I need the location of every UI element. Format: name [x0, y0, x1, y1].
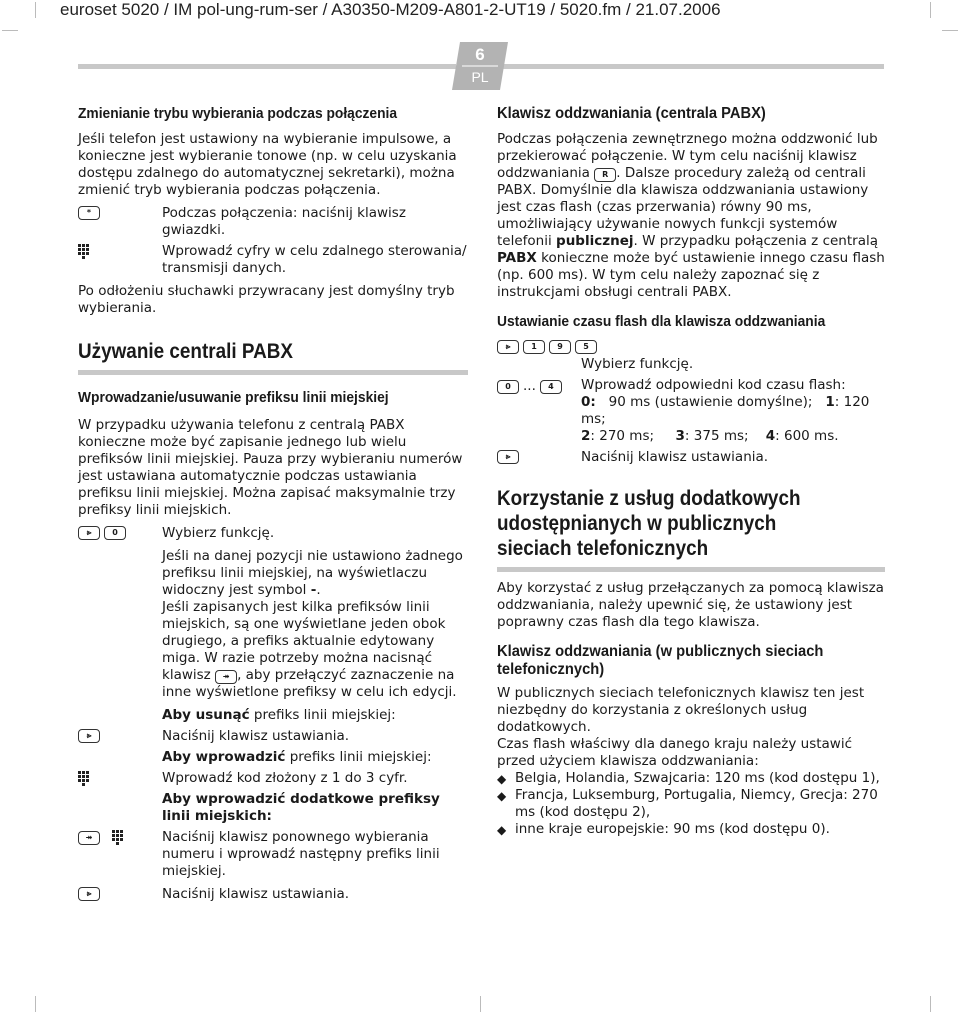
heading-recall-pabx: Klawisz oddzwaniania (centrala PABX): [497, 105, 766, 122]
keypad-icon: [78, 244, 90, 260]
flash-key-sequence: [497, 339, 885, 356]
set-key-icon: ⪢: [497, 450, 519, 464]
list-item: ◆ Francja, Luksemburg, Portugalia, Niemcy, Grecja: 270 ms (kod dostępu 2),: [497, 787, 878, 820]
bullet-diamond-icon: ◆: [497, 789, 507, 803]
star-key-icon: *: [78, 206, 100, 220]
step-press-set-final: ⪢ Naciśnij klawisz ustawiania.: [78, 886, 468, 903]
step-redial-next: ↠ Naciśnij klawisz ponownego wybierania numeru i wprowadź następny prefiks linii miejskiej.: [78, 829, 468, 880]
one-key-icon: 1: [523, 340, 545, 354]
bullet-diamond-icon: ◆: [497, 772, 507, 786]
no-prefix-symbol: -: [310, 582, 317, 598]
heading-prefix: Wprowadzanie/usuwanie prefiksu linii miejskiej: [78, 389, 389, 406]
set-key-icon: ⪢: [78, 526, 100, 540]
paragraph-recall-public: W publicznych sieciach telefonicznych klawisz ten jest niezbędny do korzystania z określonych usług dodatkowych.: [497, 685, 865, 735]
set-key-icon: ⪢: [78, 887, 100, 901]
zero-key-icon: 0: [104, 526, 126, 540]
crop-mark: [930, 996, 931, 1012]
crop-mark: [35, 996, 36, 1012]
heading-rule: [497, 567, 885, 572]
redial-key-icon: ↠: [215, 670, 237, 684]
page-tab: [452, 42, 508, 90]
crop-mark: [35, 2, 36, 18]
heading-public-services: Korzystanie z usług dodatkowych udostępnianych w publicznych sieciach telefonicznych: [497, 487, 801, 560]
r-key-icon: R: [594, 168, 616, 182]
step-select-function-flash: Wybierz funkcję.: [581, 356, 694, 372]
paragraph-recall-pabx: Podczas połączenia zewnętrznego można oddzwonić lub przekierować połączenie. W tym celu naciśnij klawisz oddzwaniania R . Dalsze procedury zależą od centrali PABX. Domyślnie dla klawisza oddzwaniania ustawiony jest czas flash (czas przerwania) równy 90 ms, umożliwiający używanie nowych funkcji systemów telefonii publicznej. W przypadku połączenia z centralą PABX konieczne może być ustawienie innego czasu flash (np. 600 ms). W tym celu należy zapoznać się z instrukcjami obsługi centrali PABX.: [497, 131, 885, 300]
label-add: Aby wprowadzić prefiks linii miejskiej:: [162, 749, 432, 765]
nine-key-icon: 9: [549, 340, 571, 354]
info-no-prefix: Jeśli na danej pozycji nie ustawiono żadnego prefiksu linii miejskiej, na wyświetlaczu widoczny jest symbol -.: [162, 548, 463, 598]
paragraph-dial-mode: Jeśli telefon jest ustawiony na wybieranie impulsowe, a konieczne jest wybieranie tonowe (np. w celu uzyskania dostępu zdalnego do automatycznej sekretarki), można zmienić tryb wybierania podczas połączenia.: [78, 131, 457, 198]
redial-key-icon: ↠: [78, 831, 100, 845]
left-column: [78, 100, 468, 903]
step-star: * Podczas połączenia: naciśnij klawisz gwiazdki.: [78, 205, 468, 239]
list-item: ◆ Belgia, Holandia, Szwajcaria: 120 ms (kod dostępu 1),: [497, 770, 880, 786]
step-digits: Wprowadź cyfry w celu zdalnego sterowania/ transmisji danych.: [78, 243, 468, 277]
paragraph-after-hangup: Po odłożeniu słuchawki przywracany jest domyślny tryb wybierania.: [78, 283, 455, 316]
list-item: ◆ inne kraje europejskie: 90 ms (kod dostępu 0).: [497, 821, 830, 837]
page-header-bar: [500, 64, 884, 69]
paragraph-prefix: W przypadku używania telefonu z centralą PABX konieczne może być zapisanie jednego lub wielu prefiksów linii miejskiej. Pauza przy wybieraniu numerów jest ustawiana automatycznie podczas ustawiania prefiksu linii miejskiej. Można zapisać maksymalnie trzy prefiksy linii miejskich.: [78, 417, 463, 518]
paragraph-country-flash: Czas flash właściwy dla danego kraju należy ustawić przed użyciem klawisza oddzwaniania:: [497, 736, 853, 769]
page-header-bar: [78, 64, 456, 69]
heading-recall-public: Klawisz oddzwaniania (w publicznych sieciach telefonicznych): [497, 643, 824, 678]
step-press-set-flash: ⪢ Naciśnij klawisz ustawiania.: [497, 449, 885, 466]
label-more-prefixes: Aby wprowadzić dodatkowe prefiksy linii miejskich:: [162, 791, 440, 824]
step-enter-flash-code: 0 ... 4 Wprowadź odpowiedni kod czasu flash: 0: 90 ms (ustawienie domyślne); 1: 120 ms; 2: 270 ms; 3: 375 ms; 4: 600 ms.: [497, 377, 885, 445]
five-key-icon: 5: [575, 340, 597, 354]
keypad-icon: [78, 771, 90, 787]
right-column: [497, 100, 885, 838]
paragraph-public-services: Aby korzystać z usług przełączanych za pomocą klawisza oddzwaniania, należy upewnić się, że ustawiony jest poprawny czas flash dla tego klawisza.: [497, 580, 884, 630]
step-enter-code: Wprowadź kod złożony z 1 do 3 cyfr.: [78, 770, 468, 787]
step-select-function: ⪢ 0 Wybierz funkcję.: [78, 525, 468, 542]
label-delete: Aby usunąć prefiks linii miejskiej:: [162, 707, 396, 723]
crop-mark: [2, 30, 18, 31]
set-key-icon: ⪢: [497, 340, 519, 354]
keypad-icon: [112, 830, 124, 846]
page-number: 6: [475, 45, 485, 64]
heading-dial-mode: Zmienianie trybu wybierania podczas połączenia: [78, 105, 398, 122]
four-key-icon: 4: [540, 380, 562, 394]
crop-mark: [480, 996, 481, 1012]
page-language: PL: [471, 69, 489, 85]
set-key-icon: ⪢: [78, 729, 100, 743]
heading-pabx: Używanie centrali PABX: [78, 340, 293, 363]
bullet-diamond-icon: ◆: [497, 823, 507, 837]
zero-key-icon: 0: [497, 380, 519, 394]
document-header: euroset 5020 / IM pol-ung-rum-ser / A30350-M209-A801-2-UT19 / 5020.fm / 21.07.2006: [60, 0, 721, 19]
info-multiple-prefixes: Jeśli zapisanych jest kilka prefiksów linii miejskich, są one wyświetlane jeden obok drugiego, a prefiks aktualnie edytowany miga. W razie potrzeby można nacisnąć klawisz ↠ , aby przełączyć zaznaczenie na inne wyświetlone prefiksy w celu ich edycji.: [162, 599, 457, 700]
crop-mark: [930, 2, 931, 18]
step-press-set: ⪢ Naciśnij klawisz ustawiania.: [78, 728, 468, 745]
heading-flash-time: Ustawianie czasu flash dla klawisza oddzwaniania: [497, 313, 826, 330]
heading-rule: [78, 370, 468, 375]
crop-mark: [942, 30, 958, 31]
